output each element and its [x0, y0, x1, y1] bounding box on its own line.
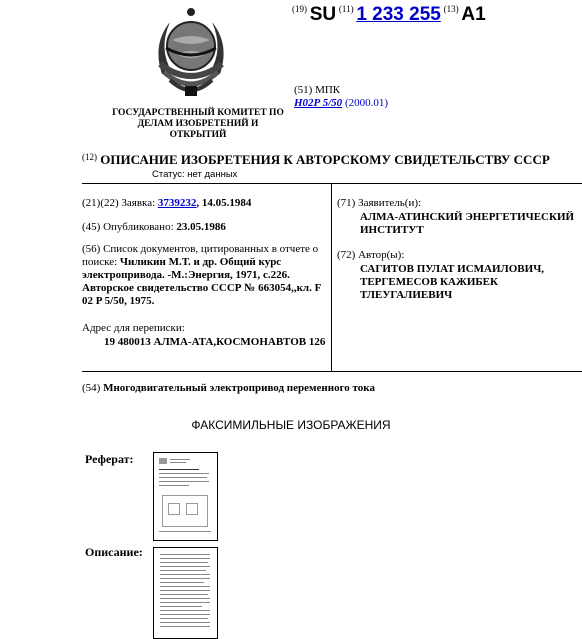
- description-thumbnail[interactable]: [153, 547, 218, 639]
- references-label: (56) Список документов, цитированных в отчете о поиске:: [82, 243, 319, 268]
- doc-number-link[interactable]: 1 233 255: [356, 4, 441, 25]
- mpk-version: (2000.01): [344, 97, 389, 109]
- ussr-emblem: [150, 4, 232, 100]
- published-row: [82, 221, 327, 234]
- published-date: 23.05.1986: [176, 221, 226, 233]
- description-label: Описание:: [85, 545, 143, 559]
- committee-line-2: ДЕЛАМ ИЗОБРЕТЕНИЙ И ОТКРЫТИЙ: [137, 119, 259, 140]
- mpk-block: [294, 84, 388, 110]
- committee-line-1: ГОСУДАРСТВЕННЫЙ КОМИТЕТ ПО: [112, 108, 284, 118]
- application-number-link[interactable]: 3739232: [157, 197, 197, 209]
- document-title: [82, 152, 550, 168]
- mpk-code-link[interactable]: H02P 5/50: [294, 97, 343, 109]
- committee-name: [108, 108, 288, 141]
- authors-label: (72) Автор(ы):: [337, 249, 405, 261]
- kind-code: A1: [461, 4, 486, 25]
- abstract-label: Реферат:: [85, 452, 134, 466]
- invention-code: (54): [82, 382, 101, 394]
- published-label: (45) Опубликовано:: [82, 221, 174, 233]
- address-label: Адрес для переписки:: [82, 322, 185, 334]
- abstract-thumbnail[interactable]: [153, 452, 218, 541]
- application-label: (21)(22) Заявка:: [82, 197, 156, 209]
- authors-names: САГИТОВ ПУЛАТ ИСМАИЛОВИЧ, ТЕРГЕМЕСОВ КАЖИБЕК ТЛЕУГАЛИЕВИЧ: [360, 263, 545, 301]
- invention-name: Многодвигательный электропривод переменного тока: [103, 382, 375, 394]
- country-code-num: (19): [292, 4, 307, 14]
- applicant-name: АЛМА-АТИНСКИЙ ЭНЕРГЕТИЧЕСКИЙ ИНСТИТУТ: [360, 211, 575, 236]
- references-text: Чиликин М.Т. и др. Общий курс электропривода. -М.:Энергия, 1971, с.226. Авторское свидетельство СССР № 663054,,кл. F 02 P 5/50, 1975.: [82, 256, 321, 307]
- applicant-label: (71) Заявитель(и):: [337, 197, 422, 209]
- title-text: ОПИСАНИЕ ИЗОБРЕТЕНИЯ К АВТОРСКОМУ СВИДЕТЕЛЬСТВУ СССР: [100, 152, 550, 167]
- doc-number-code: (11): [338, 4, 354, 14]
- mpk-label: (51) МПК: [294, 84, 341, 96]
- application-date: , 14.05.1984: [196, 197, 252, 209]
- kind-code-num: (13): [443, 4, 459, 14]
- facsimile-heading: ФАКСИМИЛЬНЫЕ ИЗОБРАЖЕНИЯ: [191, 418, 391, 432]
- country-code: SU: [309, 4, 337, 25]
- status-text: Статус: нет данных: [152, 169, 238, 180]
- address-text: 19 480013 АЛМА-АТА,КОСМОНАВТОВ 126: [104, 336, 326, 348]
- table-top-divider: [82, 183, 582, 184]
- references-row: [82, 243, 327, 308]
- table-bottom-divider: [82, 371, 582, 372]
- publication-number: [292, 4, 486, 26]
- application-row: [82, 197, 327, 210]
- column-divider: [331, 183, 332, 372]
- invention-title-row: [82, 382, 375, 394]
- title-code: (12): [82, 152, 97, 162]
